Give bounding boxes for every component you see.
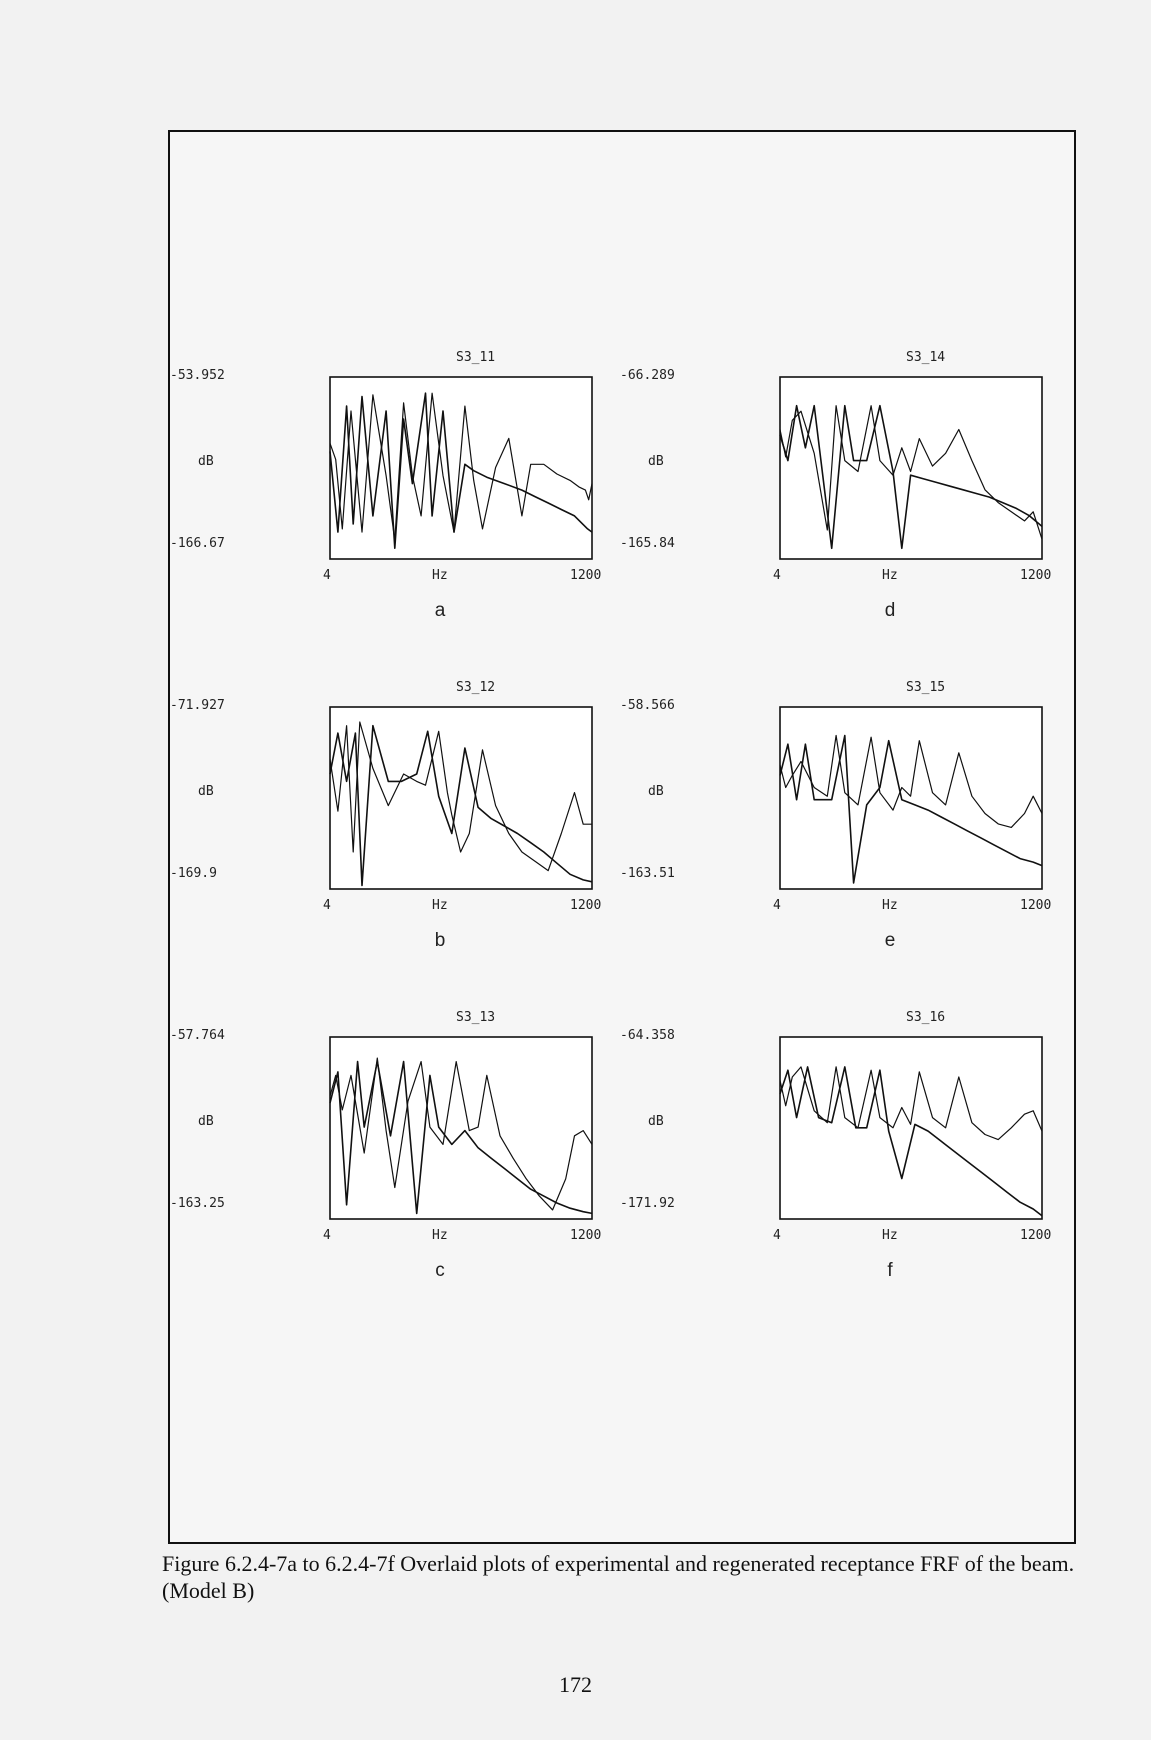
figure-frame [168,130,1076,1544]
x-min-label: 4 [773,898,781,913]
y-max-label: -53.952 [170,368,225,383]
subfigure-label: c [435,1260,445,1281]
y-min-label: -171.92 [620,1196,675,1211]
subfigure-label: a [434,600,446,621]
subfigure-label: e [884,930,896,951]
y-axis-label: dB [648,784,664,799]
subfigure-label: f [887,1260,893,1281]
plot-area [780,707,1042,889]
y-axis-label: dB [198,454,214,469]
plot-title: S3_16 [906,1010,946,1025]
plot-title: S3_14 [906,350,946,365]
x-axis-label: Hz [432,1228,448,1243]
plot-area [330,1037,592,1219]
frf-plot-svg [170,342,600,602]
x-max-label: 1200 [570,898,602,913]
plot-panel-b [170,672,602,951]
y-max-label: -58.566 [620,698,675,713]
plot-area [330,707,592,889]
plot-panel-a [170,342,602,621]
y-max-label: -64.358 [620,1028,675,1043]
frf-plot-svg [620,1002,1050,1262]
frf-plot-svg [170,1002,600,1262]
x-min-label: 4 [773,568,781,583]
x-min-label: 4 [323,898,331,913]
plot-area [780,1037,1042,1219]
plot-panel-d [620,342,1052,621]
x-min-label: 4 [773,1228,781,1243]
subfigure-label: d [884,600,896,621]
y-axis-label: dB [198,784,214,799]
x-max-label: 1200 [570,1228,602,1243]
x-axis-label: Hz [882,898,898,913]
y-axis-label: dB [648,454,664,469]
plot-panel-f [620,1002,1052,1281]
x-axis-label: Hz [432,898,448,913]
x-max-label: 1200 [1020,1228,1052,1243]
x-axis-label: Hz [432,568,448,583]
y-min-label: -163.25 [170,1196,225,1211]
page-number: 172 [559,1672,592,1697]
plot-title: S3_12 [456,680,496,695]
x-max-label: 1200 [1020,568,1052,583]
y-max-label: -66.289 [620,368,675,383]
subfigure-label: b [434,930,446,951]
frf-plot-svg [620,672,1050,932]
y-min-label: -166.67 [170,536,225,551]
y-min-label: -165.84 [620,536,675,551]
y-min-label: -163.51 [620,866,675,881]
y-axis-label: dB [198,1114,214,1129]
y-max-label: -71.927 [170,698,225,713]
x-axis-label: Hz [882,568,898,583]
plot-panel-c [170,1002,602,1281]
y-max-label: -57.764 [170,1028,225,1043]
plot-title: S3_13 [456,1010,496,1025]
plot-panel-e [620,672,1052,951]
x-max-label: 1200 [1020,898,1052,913]
figure-caption: Figure 6.2.4-7a to 6.2.4-7f Overlaid plots of experimental and regenerated receptance FRF of the beam. (Model B) [162,1551,1075,1603]
x-axis-label: Hz [882,1228,898,1243]
y-axis-label: dB [648,1114,664,1129]
y-min-label: -169.9 [170,866,217,881]
x-max-label: 1200 [570,568,602,583]
x-min-label: 4 [323,568,331,583]
frf-plot-svg [170,672,600,932]
plot-title: S3_11 [456,350,496,365]
plot-title: S3_15 [906,680,946,695]
frf-plot-svg [620,342,1050,602]
x-min-label: 4 [323,1228,331,1243]
